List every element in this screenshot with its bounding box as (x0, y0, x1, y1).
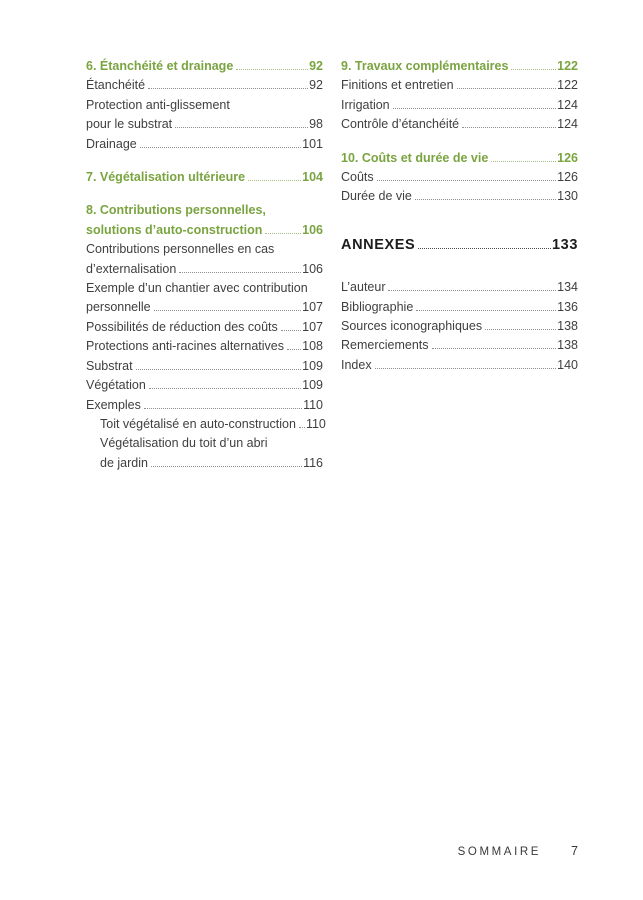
toc-entry (86, 357, 323, 376)
dot-leader (415, 199, 556, 200)
toc-entry (86, 76, 323, 95)
dot-leader (462, 127, 556, 128)
toc-entry (341, 336, 578, 355)
dot-leader (144, 408, 302, 409)
toc-sub-entry (86, 415, 326, 434)
entry-page-number: 124 (557, 97, 578, 112)
toc-entry (86, 96, 323, 115)
entry-label: Substrat (86, 358, 133, 373)
entry-label: Coûts (341, 170, 374, 185)
dot-leader (375, 368, 557, 369)
toc-section (86, 201, 326, 473)
toc-section (86, 57, 323, 154)
entry-page-number: 101 (302, 136, 323, 151)
toc-entry (86, 337, 323, 356)
dot-leader (511, 69, 556, 70)
entry-page-number: 109 (302, 358, 323, 373)
entry-label: Finitions et entretien (341, 78, 454, 93)
entry-label: Étanchéité (86, 78, 146, 93)
dot-leader (393, 108, 557, 109)
entry-label: de jardin (100, 455, 148, 470)
toc-column-right (341, 57, 578, 375)
entry-label: Végétalisation du toit d’un abri (100, 436, 268, 451)
entry-label: 10. Coûts et durée de vie (341, 150, 489, 165)
entry-label: Contrôle d’étanchéité (341, 117, 460, 132)
dot-leader (248, 180, 301, 181)
dot-leader (236, 69, 308, 70)
entry-label: personnelle (86, 300, 151, 315)
entry-page-number: 107 (302, 319, 323, 334)
entry-page-number: 124 (557, 117, 578, 132)
toc-entry (86, 240, 323, 259)
dot-leader (287, 349, 301, 350)
dot-leader (418, 248, 551, 249)
entry-page-number: 140 (557, 357, 578, 372)
entry-page-number: 136 (557, 299, 578, 314)
toc-entry (341, 356, 578, 375)
entry-label: Végétation (86, 378, 146, 393)
toc-entry (341, 96, 578, 115)
entry-page-number: 138 (557, 319, 578, 334)
entry-page-number: 106 (302, 261, 323, 276)
entry-page-number: 104 (302, 170, 323, 185)
toc-entry (86, 135, 323, 154)
toc-section (341, 149, 578, 207)
toc-chapter-entry (86, 57, 323, 76)
toc-section (341, 278, 578, 375)
dot-leader (377, 180, 556, 181)
entry-page-number: 108 (302, 339, 323, 354)
toc-chapter-entry (341, 149, 578, 168)
toc-entry (86, 298, 323, 317)
entry-label: Protection anti-glissement (86, 97, 230, 112)
entry-page-number: 122 (557, 59, 578, 73)
toc-section (86, 168, 323, 187)
entry-label: Bibliographie (341, 299, 414, 314)
entry-page-number: 110 (303, 397, 323, 412)
entry-page-number: 98 (309, 117, 323, 132)
toc-entry (341, 115, 578, 134)
entry-label: ANNEXES (341, 236, 416, 253)
toc-entry (86, 260, 323, 279)
entry-label: d’externalisation (86, 261, 177, 276)
entry-page-number: 110 (305, 416, 326, 431)
toc-sub-entry (86, 454, 323, 473)
page-footer (458, 844, 578, 858)
dot-leader (151, 466, 302, 467)
entry-label: Exemples (86, 397, 141, 412)
entry-label: Possibilités de réduction des coûts (86, 319, 278, 334)
toc-chapter-entry (341, 57, 578, 76)
entry-label: Exemple d’un chantier avec contribution (86, 281, 308, 296)
entry-label: 6. Étanchéité et drainage (86, 59, 234, 73)
dot-leader (154, 310, 302, 311)
entry-page-number: 92 (309, 59, 323, 73)
dot-leader (148, 88, 308, 89)
entry-label: Protections anti-racines alternatives (86, 339, 285, 354)
entry-label: Sources iconographiques (341, 319, 483, 334)
entry-page-number: 107 (302, 300, 323, 315)
footer-section-label: SOMMAIRE (457, 846, 542, 858)
entry-label: Index (341, 357, 372, 372)
entry-label: solutions d’auto-construction (86, 222, 263, 237)
dot-leader (140, 147, 301, 148)
entry-page-number: 138 (557, 338, 578, 353)
entry-page-number: 122 (557, 78, 578, 93)
dot-leader (416, 310, 556, 311)
dot-leader (491, 161, 556, 162)
toc-entry (86, 115, 323, 134)
toc-section (341, 57, 578, 135)
entry-label: Remerciements (341, 338, 429, 353)
dot-leader (299, 427, 305, 428)
entry-label: Toit végétalisé en auto-construction (100, 416, 296, 431)
entry-label: 7. Végétalisation ultérieure (86, 170, 246, 185)
dot-leader (179, 272, 301, 273)
entry-label: 8. Contributions personnelles, (86, 203, 266, 218)
dot-leader (388, 290, 556, 291)
toc-section (341, 236, 578, 255)
dot-leader (265, 233, 301, 234)
toc-entry (341, 168, 578, 187)
toc-entry (341, 317, 578, 336)
dot-leader (457, 88, 557, 89)
entry-page-number: 116 (303, 455, 323, 470)
toc-column-left (86, 57, 326, 473)
dot-leader (485, 329, 556, 330)
dot-leader (149, 388, 301, 389)
toc-sub-entry (86, 434, 323, 453)
dot-leader (281, 330, 301, 331)
toc-entry (86, 376, 323, 395)
entry-page-number: 109 (302, 378, 323, 393)
toc-entry (341, 187, 578, 206)
entry-label: pour le substrat (86, 117, 173, 132)
entry-page-number: 126 (557, 170, 578, 185)
entry-label: Durée de vie (341, 189, 412, 204)
entry-label: Contributions personnelles en cas (86, 242, 275, 257)
toc-chapter-entry (86, 201, 323, 220)
footer-page-number: 7 (571, 844, 578, 858)
entry-label: Drainage (86, 136, 137, 151)
entry-page-number: 92 (309, 78, 323, 93)
toc-chapter-entry (86, 168, 323, 187)
entry-page-number: 133 (552, 236, 578, 253)
toc-entry (86, 396, 323, 415)
entry-page-number: 130 (557, 189, 578, 204)
entry-page-number: 106 (302, 222, 323, 237)
toc-entry (341, 76, 578, 95)
toc-chapter-entry (86, 221, 323, 240)
entry-label: Irrigation (341, 97, 390, 112)
dot-leader (432, 348, 557, 349)
toc-annex-title (341, 236, 578, 255)
entry-label: L’auteur (341, 280, 386, 295)
toc-entry (86, 318, 323, 337)
toc-entry (341, 278, 578, 297)
toc-entry (86, 279, 323, 298)
entry-page-number: 126 (557, 150, 578, 165)
entry-page-number: 134 (557, 280, 578, 295)
entry-label: 9. Travaux complémentaires (341, 59, 509, 73)
toc-entry (341, 298, 578, 317)
dot-leader (175, 127, 308, 128)
dot-leader (136, 369, 302, 370)
